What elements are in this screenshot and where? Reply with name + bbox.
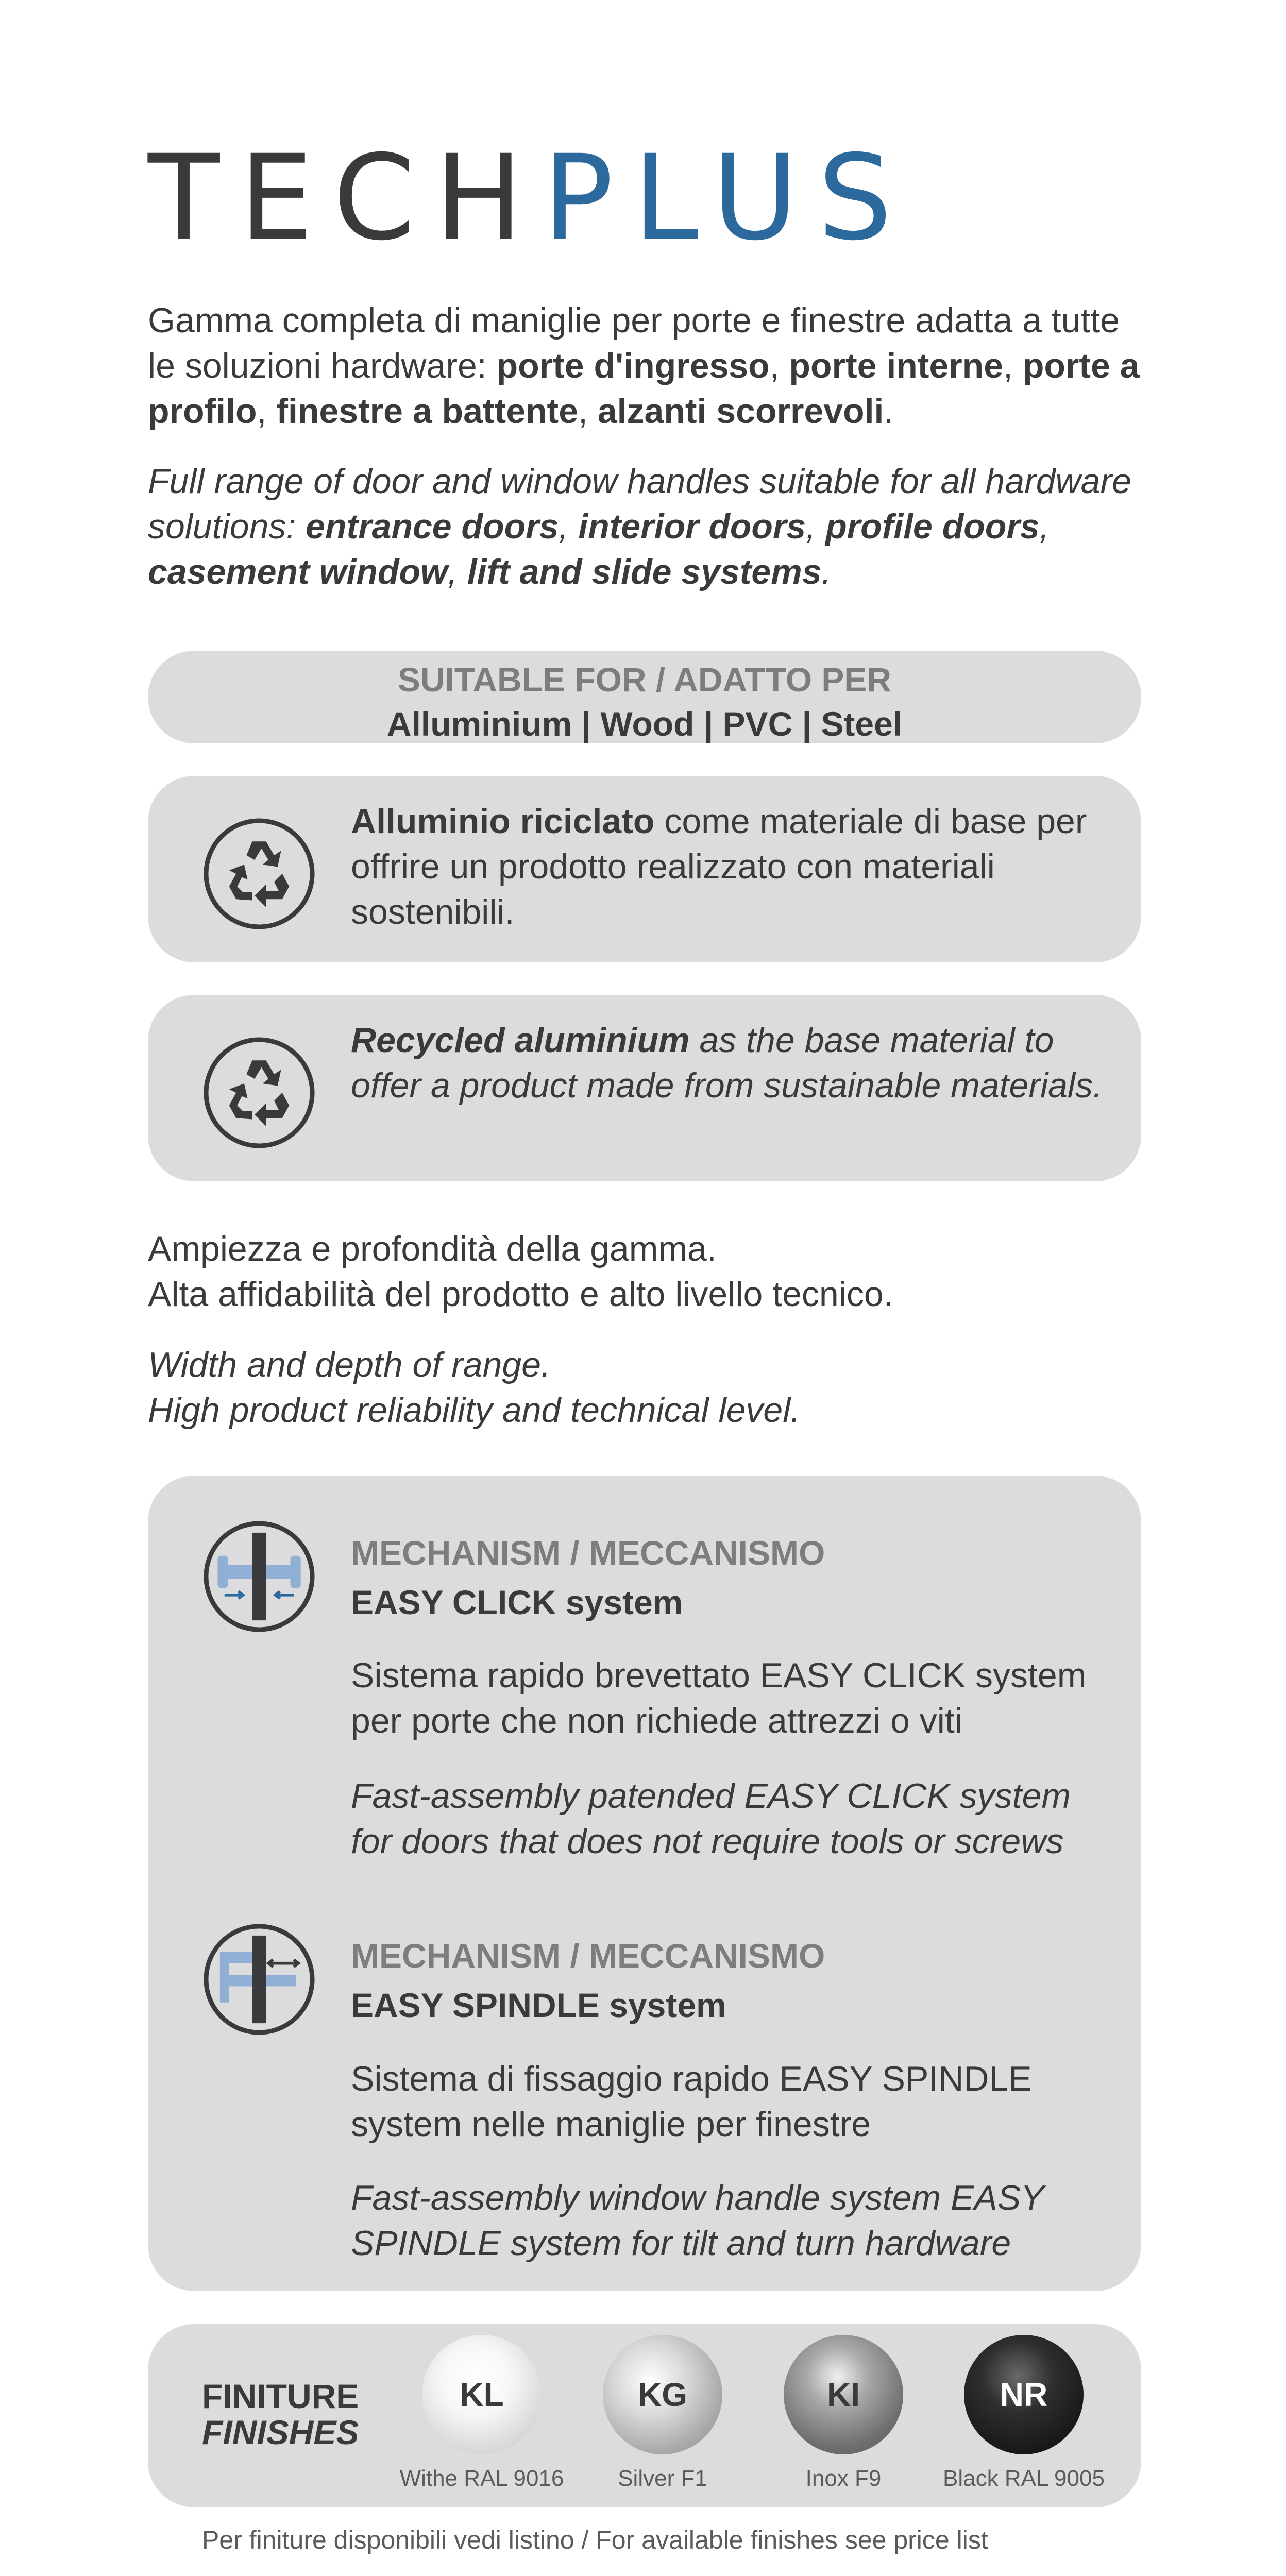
mechanisms-box: [148, 1476, 1141, 2291]
intro-it-bold-3: porte a profilo: [148, 346, 1140, 431]
brand-logo-tech: TECH: [148, 129, 543, 266]
suitable-for-box: [148, 651, 1141, 743]
finish-code: KL: [460, 2376, 504, 2413]
recycle-icon: [201, 816, 317, 931]
mechanism-2-desc-english: Fast-assembly window handle system EASY SPINDLE system for tilt and turn hardware: [351, 2178, 1044, 2263]
intro-en-text: Full range of door and window handles suitable for all hardware solutions:: [148, 462, 1131, 546]
range-italian: [148, 1226, 1147, 1317]
finishes-label-english: FINISHES: [202, 2413, 359, 2451]
intro-italian: [148, 298, 1147, 434]
finish-code: NR: [1000, 2376, 1048, 2413]
intro-it-text: Gamma completa di maniglie per porte e finestre adatta a tutte le soluzioni hardware:: [148, 301, 1120, 385]
intro-it-sep: ,: [1003, 346, 1023, 385]
finishes-box: [148, 2324, 1141, 2507]
intro-it-bold-1: porte d'ingresso: [496, 346, 770, 385]
suitable-for-materials: Alluminium | Wood | PVC | Steel: [386, 705, 903, 743]
intro-en-sep: ,: [1039, 507, 1050, 546]
intro-it-bold-4: finestre a battente: [276, 392, 579, 431]
recycled-text-english: [351, 1018, 1124, 1108]
recycled-rest-english: as the base material to offer a product made from sustainable materials.: [351, 1021, 1103, 1105]
intro-it-sep: ,: [257, 392, 277, 431]
intro-it-bold-2: porte interne: [789, 346, 1004, 385]
easy-click-icon: [201, 1519, 317, 1634]
intro-en-bold-5: lift and slide systems: [467, 552, 822, 591]
recycled-bold-english: Recycled aluminium: [351, 1021, 690, 1060]
brand-logo-plus: PLUS: [542, 129, 912, 266]
range-it-line-2: Alta affidabilità del prodotto e alto livello tecnico.: [148, 1275, 893, 1314]
intro-en-bold-1: entrance doors: [306, 507, 559, 546]
mechanism-1-desc-english: Fast-assembly patended EASY CLICK system for doors that does not require tools or screws: [351, 1776, 1071, 1861]
intro-it-bold-5: alzanti scorrevoli: [597, 392, 884, 431]
mechanism-1-name: EASY CLICK system: [351, 1583, 683, 1621]
intro-en-bold-3: profile doors: [825, 507, 1040, 546]
intro-en-bold-2: interior doors: [578, 507, 806, 546]
recycle-icon: [201, 1035, 317, 1150]
finishes-label: [202, 2378, 359, 2450]
recycled-bold-italian: Alluminio riciclato: [351, 802, 655, 841]
finish-name: Inox F9: [805, 2466, 882, 2491]
suitable-for-title: SUITABLE FOR / ADATTO PER: [397, 660, 892, 699]
finish-code: KG: [638, 2376, 687, 2413]
finishes-footnote: Per finiture disponibili vedi listino / For available finishes see price list: [202, 2526, 988, 2554]
intro-it-end: .: [884, 392, 894, 431]
finish-swatch-ki: [784, 2335, 903, 2454]
recycled-text-italian: [351, 799, 1124, 935]
intro-it-sep: ,: [769, 346, 789, 385]
finish-swatch-kg: [603, 2335, 722, 2454]
range-it-line-1: Ampiezza e profondità della gamma.: [148, 1229, 717, 1268]
range-english: [148, 1342, 1147, 1433]
intro-en-sep: ,: [447, 552, 467, 591]
mechanism-1-desc-italian: Sistema rapido brevettato EASY CLICK system per porte che non richiede attrezzi o viti: [351, 1656, 1087, 1740]
finish-name: Silver F1: [618, 2466, 707, 2491]
recycled-rest-italian: come materiale di base per offrire un prodotto realizzato con materiali sostenibili.: [351, 802, 1087, 931]
intro-it-sep: ,: [578, 392, 598, 431]
brand-logo: [148, 129, 912, 266]
mechanism-2-desc-italian: Sistema di fissaggio rapido EASY SPINDLE system nelle maniglie per finestre: [351, 2059, 1032, 2144]
intro-en-sep: ,: [559, 507, 579, 546]
mechanism-2-heading: MECHANISM / MECCANISMO: [351, 1937, 825, 1975]
recycled-box-english: [148, 995, 1141, 1181]
mechanism-1-heading: MECHANISM / MECCANISMO: [351, 1534, 825, 1572]
finishes-label-italian: FINITURE: [202, 2377, 359, 2415]
range-en-line-2: High product reliability and technical level.: [148, 1391, 801, 1430]
finish-swatch-kl: [422, 2335, 542, 2454]
finish-name: Withe RAL 9016: [399, 2466, 564, 2491]
finish-name: Black RAL 9005: [943, 2466, 1105, 2491]
intro-en-bold-4: casement window: [148, 552, 448, 591]
mechanism-2-name: EASY SPINDLE system: [351, 1986, 726, 2024]
intro-en-end: .: [821, 552, 832, 591]
recycled-box-italian: [148, 776, 1141, 962]
intro-en-sep: ,: [806, 507, 826, 546]
easy-spindle-icon: [201, 1922, 317, 2037]
intro-english: [148, 459, 1147, 595]
finish-code: KI: [827, 2376, 860, 2413]
range-en-line-1: Width and depth of range.: [148, 1345, 551, 1384]
finish-swatch-nr: [964, 2335, 1084, 2454]
